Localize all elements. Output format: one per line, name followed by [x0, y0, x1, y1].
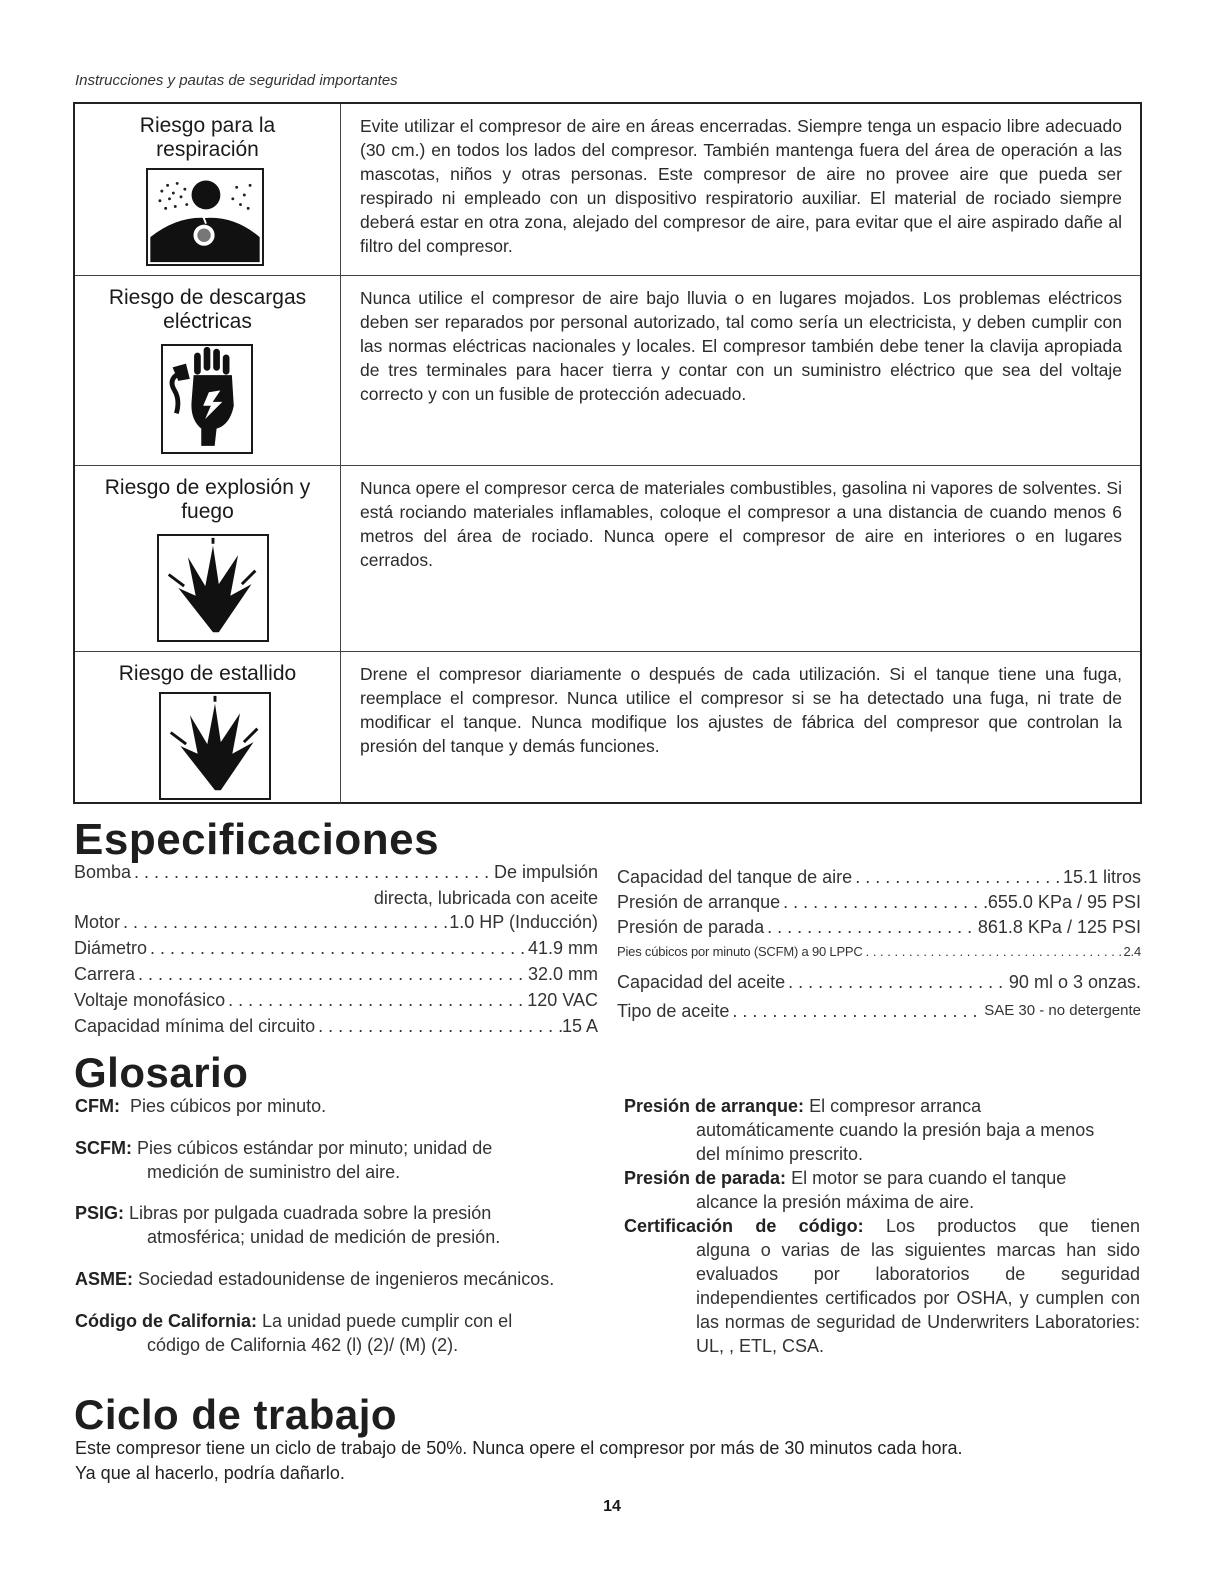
- duty-cycle-text: Este compresor tiene un ciclo de trabajo de 50%. Nunca opere el compresor por más de 30 minutos cada hora. Ya que al hacerlo, podría dañarlo.: [75, 1438, 963, 1483]
- warning-title: Riesgo para la respiración: [139, 114, 276, 161]
- electric-shock-icon: [161, 344, 253, 454]
- warning-text: Drene el compresor diariamente o después de cada utilización. Si el tanque tiene una fuga, reemplace el compresor. Nunca utilice el compresor si se ha detectado una fuga, ni trate de modificar el tanque. Nunca modifique los ajustes de fábrica del compresor que controlan la presión del tanque y demás funciones.: [360, 664, 1122, 756]
- glossary-item-asme: ASME: Sociedad estadounidense de ingenieros mecánicos.: [75, 1269, 555, 1289]
- warning-title: Riesgo de explosión y fuego: [104, 476, 311, 523]
- warning-row: [75, 652, 1140, 804]
- warning-text: Nunca utilice el compresor de aire bajo lluvia o en lugares mojados. Los problemas eléctricos deben ser reparados por personal autorizado, tal como sería un electricista, y deben cumplir con las normas eléctricas nacionales y locales. El compresor también debe tener la clavija apropiada de tres terminales para hacer tierra y contar con un suministro eléctrico que sea del voltaje correcto y con un fusible de protección adecuado.: [360, 288, 1122, 404]
- spec-row: Presión de parada . . . 861.8 KPa / 125 PSI: [617, 915, 1141, 939]
- spec-row: Pies cúbicos por minuto (SCFM) a 90 LPPC . . . 2.4: [617, 940, 1141, 964]
- spec-row: Bomba . . . De impulsión: [74, 860, 598, 884]
- spec-row: Tipo de aceite . . . SAE 30 - no detergente: [617, 999, 1141, 1023]
- glossary-item-cfm: CFM: Pies cúbicos por minuto.: [75, 1096, 327, 1116]
- warning-text: Evite utilizar el compresor de aire en áreas encerradas. Siempre tenga un espacio libre adecuado (30 cm.) en todos los lados del compresor. También mantenga fuera del área de operación a las mascotas, niños y otras personas. Este compresor de aire no provee aire que pueda ser respirado ni empleado con un dispositivo respiratorio auxiliar. El material de rociado siempre deberá estar en otra zona, alejado del compresor de aire, para evitar que el aire aspirado dañe al filtro del compresor.: [360, 116, 1122, 256]
- breathing-hazard-icon: [146, 168, 264, 266]
- glossary-item-scfm: SCFM: Pies cúbicos estándar por minuto; unidad de medición de suministro del aire.: [75, 1138, 493, 1182]
- spec-row: Diámetro . . . 41.9 mm: [74, 936, 598, 960]
- warning-row: [75, 104, 1140, 276]
- glossary-item-parada: Presión de parada: El motor se para cuando el tanque alcance la presión máxima de aire.: [624, 1168, 1067, 1212]
- burst-icon: [159, 692, 271, 800]
- glossary-heading: Glosario: [74, 1049, 249, 1096]
- warning-table: [73, 102, 1142, 804]
- specs-heading: Especificaciones: [74, 815, 440, 864]
- glossary-item-certificacion: Certificación de código: Los productos que tienen alguna o varias de las siguientes marcas han sido evaluados por laboratorios de seguridad independientes certificados por OSHA, y cumplen con las normas de seguridad de Underwriters Laboratories: UL, , ETL, CSA.: [624, 1216, 1140, 1356]
- spec-row: Capacidad mínima del circuito . . . 15 A: [74, 1014, 598, 1038]
- glossary-item-california: Código de California: La unidad puede cumplir con el código de California 462 (l) (2)/ (M) (2).: [75, 1311, 513, 1355]
- warning-title: Riesgo de estallido: [118, 662, 297, 685]
- warning-row: [75, 276, 1140, 466]
- warning-title: Riesgo de descargas eléctricas: [108, 286, 307, 333]
- glossary-item-arranque: Presión de arranque: El compresor arranca automáticamente cuando la presión baja a menos del mínimo prescrito.: [624, 1096, 1095, 1164]
- spec-continuation: directa, lubricada con aceite: [373, 888, 598, 908]
- explosion-icon: [157, 534, 269, 642]
- spec-row: Carrera . . . 32.0 mm: [74, 962, 598, 986]
- spec-row: Presión de arranque . . . 655.0 KPa / 95 PSI: [617, 890, 1141, 914]
- spec-row: Motor . . . 1.0 HP (Inducción): [74, 910, 598, 934]
- glossary-item-psig: PSIG: Libras por pulgada cuadrada sobre la presión atmosférica; unidad de medición de presión.: [75, 1203, 501, 1247]
- page-header: Instrucciones y pautas de seguridad importantes: [75, 72, 398, 89]
- warning-row: [75, 466, 1140, 652]
- page-number: 14: [603, 1498, 621, 1515]
- duty-cycle-heading: Ciclo de trabajo: [74, 1391, 398, 1438]
- spec-row: Capacidad del tanque de aire . . . 15.1 litros: [617, 865, 1141, 889]
- spec-row: Capacidad del aceite . . . 90 ml o 3 onzas.: [617, 970, 1141, 994]
- warning-text: Nunca opere el compresor cerca de materiales combustibles, gasolina ni vapores de solventes. Si está rociando materiales inflamables, coloque el compresor a una distancia de cuando menos 6 metros del área de rociado. Nunca opere el compresor de aire en interiores o en lugares cerrados.: [360, 478, 1122, 570]
- spec-row: Voltaje monofásico . . . 120 VAC: [74, 988, 598, 1012]
